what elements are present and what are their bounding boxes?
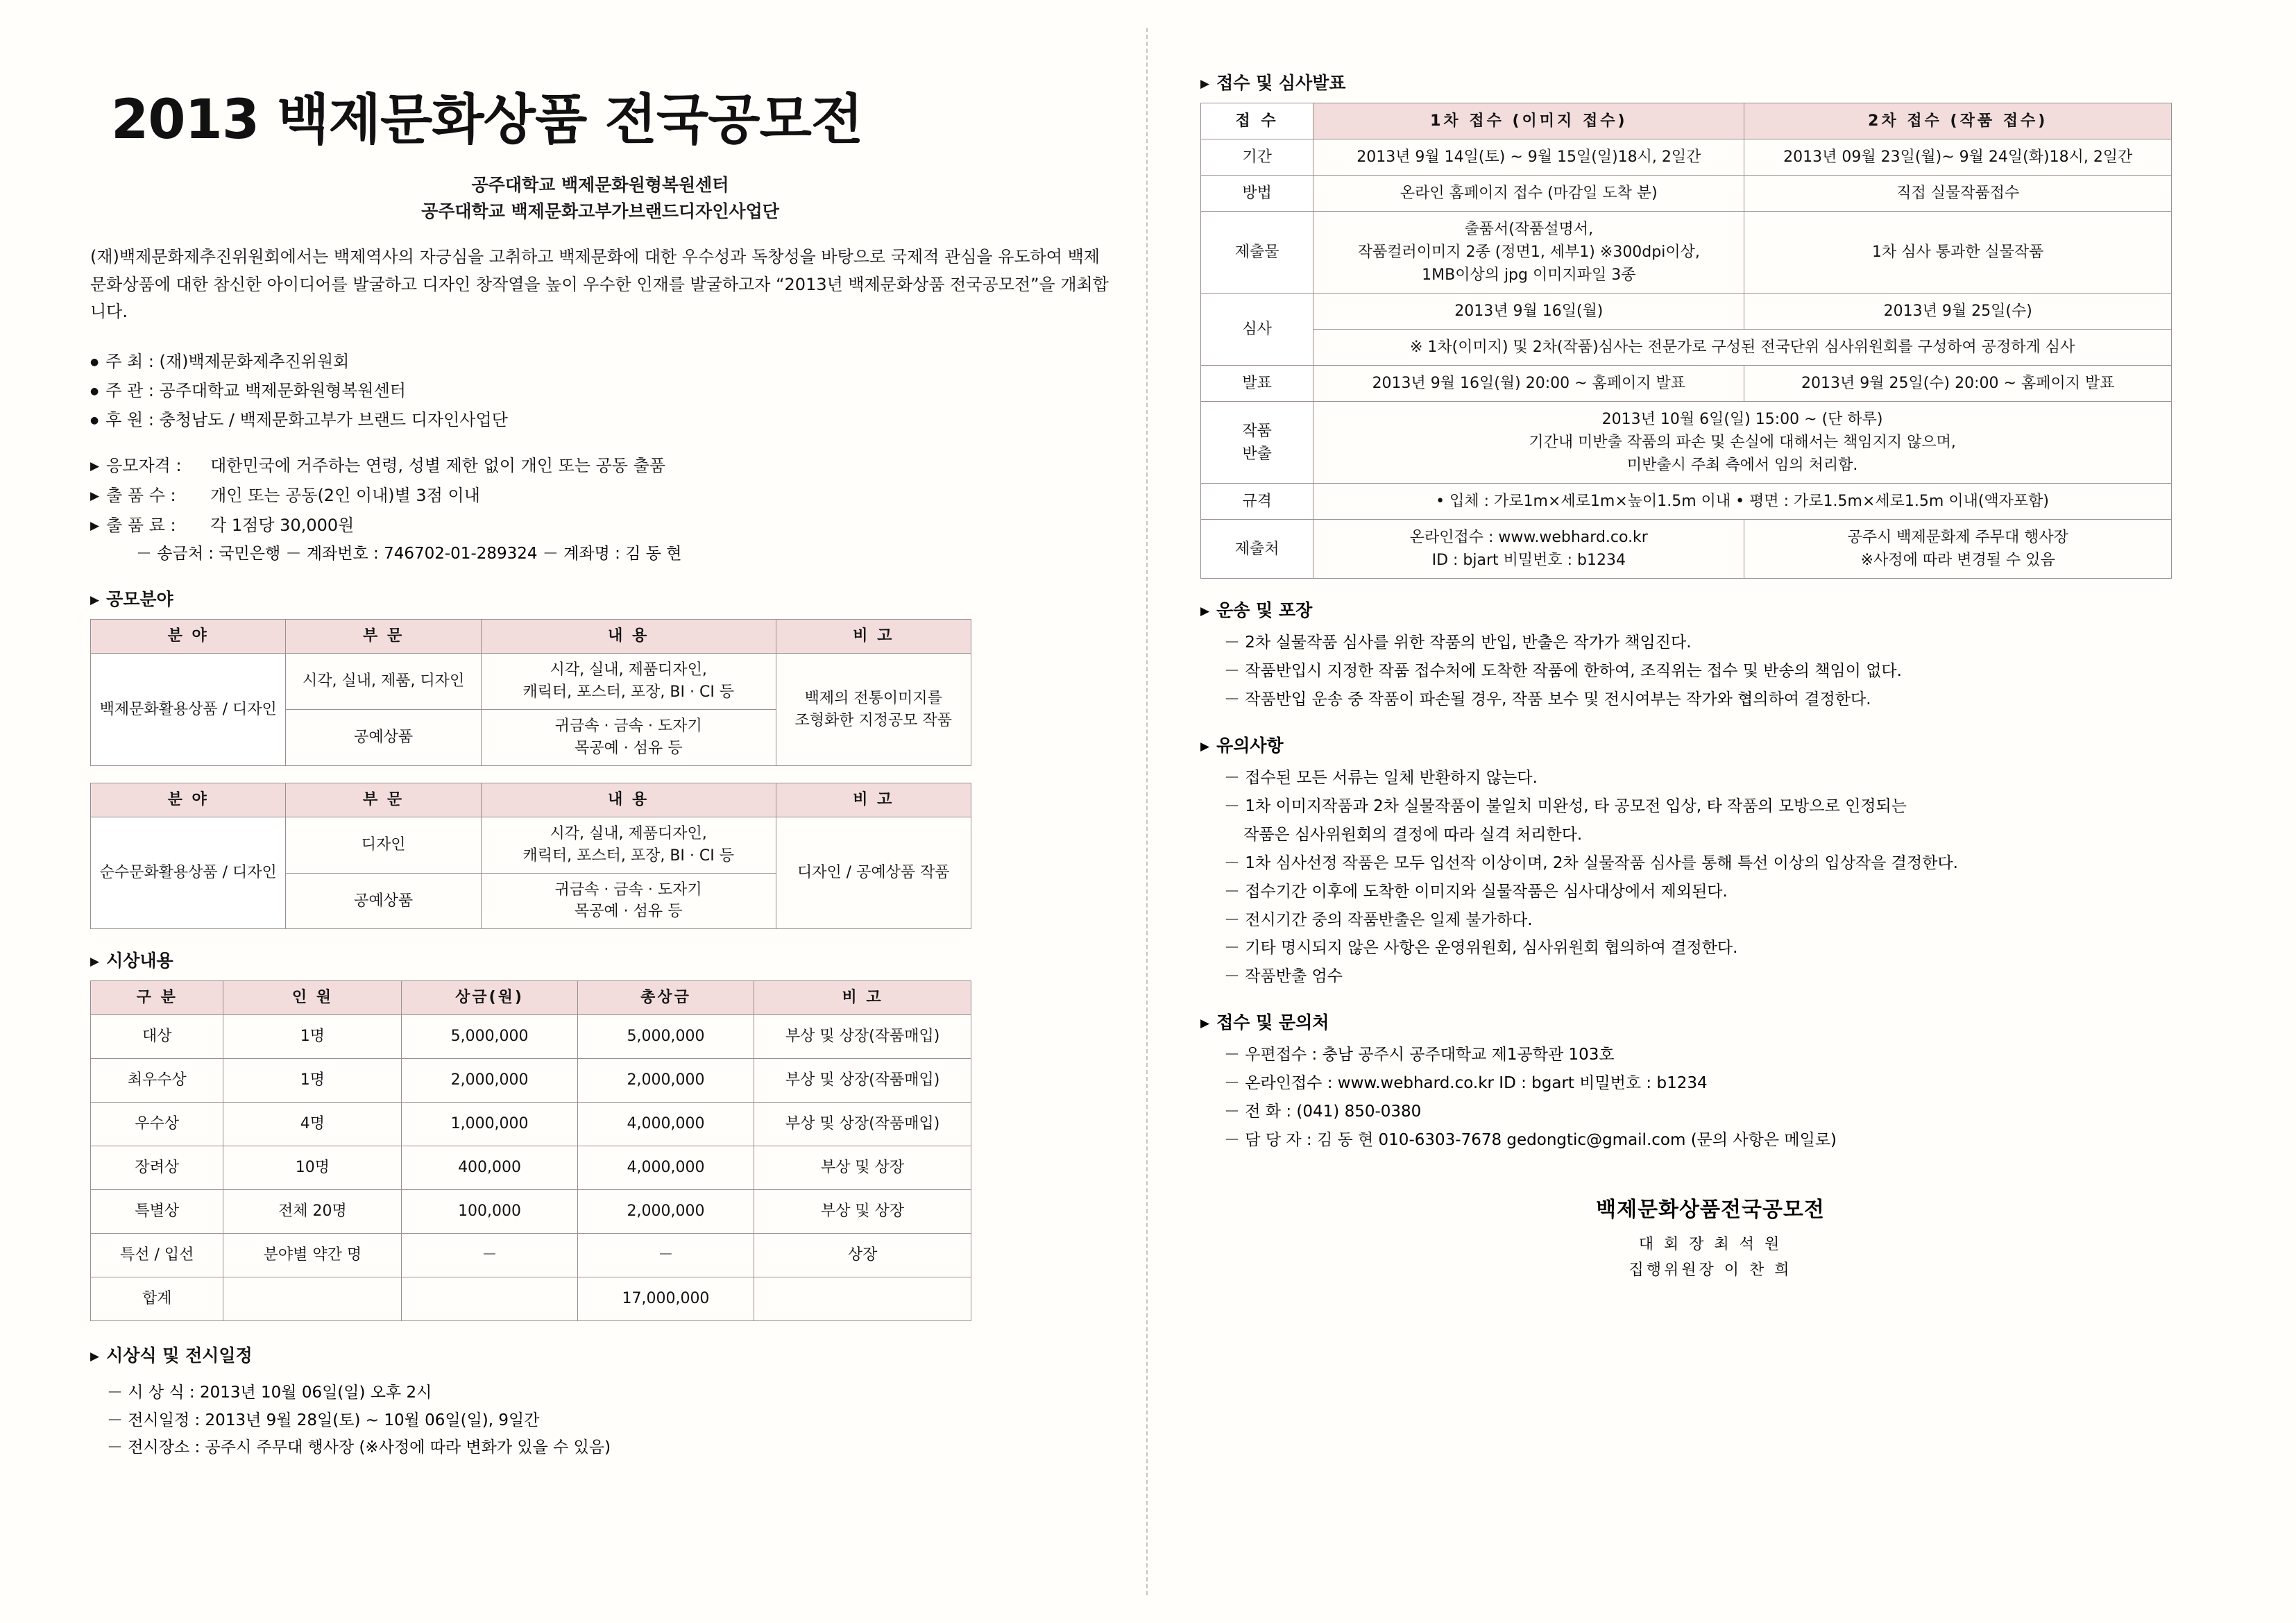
cell-count: 1명 (223, 1015, 402, 1059)
host-label: 주 관 : 공주대학교 백제문화원형복원센터 (105, 380, 406, 400)
right-column (1110, 42, 2220, 1462)
col-division: 부 문 (286, 783, 481, 817)
host-label: 후 원 : 충청남도 / 백제문화고부가 브랜드 디자인사업단 (105, 409, 508, 430)
cell-label: 심사 (1201, 294, 1313, 366)
ceremony-section-label: 시상식 및 전시일정 (106, 1345, 253, 1366)
schedule-section-label: 접수 및 심사발표 (1216, 73, 1346, 93)
cell-remark: 디자인 / 공예상품 작품 (776, 817, 971, 929)
qualification-list (90, 451, 1110, 568)
table-row (91, 1015, 971, 1059)
table-header-row (91, 620, 971, 654)
awards-section-label: 시상내용 (106, 951, 173, 971)
shipping-item: － 작품반입 운송 중 작품이 파손될 경우, 작품 보수 및 전시여부는 작가와 협의하여 결정한다. (1224, 690, 1871, 708)
cell-class: 특별상 (91, 1190, 223, 1234)
ceremony-list (90, 1379, 1110, 1462)
cell-second-round: 공주시 백제문화제 주무대 행사장 ※사정에 따라 변경될 수 있음 (1744, 520, 2172, 579)
cell-content: 귀금속 · 금속 · 도자기 목공예 · 섬유 등 (481, 710, 776, 766)
qualification-value: 각 1점당 30,000원 (210, 516, 355, 536)
category-section-title (90, 586, 1110, 611)
cell-division: 시각, 실내, 제품, 디자인 (286, 654, 482, 710)
host-item (90, 405, 1110, 434)
cell-count: 1명 (223, 1059, 402, 1103)
col-field: 분 야 (91, 620, 286, 654)
cell-label: 방법 (1201, 176, 1313, 212)
cell-count: 4명 (223, 1103, 402, 1146)
table-header-row (91, 981, 971, 1015)
cell-class: 우수상 (91, 1103, 223, 1146)
cell-first-round: 출품서(작품설명서, 작품컬러이미지 2종 (정면1, 세부1) ※300dpi이상, 1MB이상의 jpg 이미지파일 3종 (1313, 212, 1744, 294)
cell-first-round: 2013년 9월 16일(월) 20:00 ~ 홈페이지 발표 (1313, 366, 1744, 402)
col-content: 내 용 (481, 783, 776, 817)
awards-table (90, 980, 971, 1321)
table-row (1201, 330, 2172, 366)
col-prize: 상금(원) (402, 981, 577, 1015)
table-row (91, 1059, 971, 1103)
category-table-1 (90, 619, 971, 765)
table-row (91, 654, 971, 710)
table-row (1201, 294, 2172, 330)
cell-second-round: 2013년 09월 23일(월)~ 9월 24일(화)18시, 2일간 (1744, 139, 2172, 176)
cell-class: 대상 (91, 1015, 223, 1059)
table-row (1201, 212, 2172, 294)
host-list (90, 347, 1110, 434)
notice-item: － 1차 심사선정 작품은 모두 입선작 이상이며, 2차 실물작품 심사를 통해 특선 이상의 입상작을 결정한다. (1224, 853, 1958, 872)
contact-item: － 우편접수 : 충남 공주시 공주대학교 제1공학관 103호 (1224, 1046, 1615, 1064)
organizer-block (90, 172, 1110, 224)
cell-remark: 부상 및 상장 (754, 1190, 971, 1234)
contact-item: － 온라인접수 : www.webhard.co.kr ID : bgart 비밀번호 : b1234 (1224, 1074, 1708, 1093)
cell-label: 기간 (1201, 139, 1313, 176)
table-row (1201, 520, 2172, 579)
organizer-line-2: 공주대학교 백제문화고부가브랜드디자인사업단 (421, 201, 779, 221)
cell-remark: 부상 및 상장 (754, 1146, 971, 1190)
host-label: 주 최 : (재)백제문화제추진위원회 (105, 351, 350, 371)
col-division: 부 문 (286, 620, 482, 654)
schedule-section-title (1200, 69, 2220, 94)
fold-line (1146, 28, 1148, 1595)
col-receipt: 접 수 (1201, 103, 1313, 139)
cell-first-round: 2013년 9월 16일(월) (1313, 294, 1744, 330)
cell-label: 제출처 (1201, 520, 1313, 579)
cell-field: 백제문화활용상품 / 디자인 (91, 654, 286, 766)
footer-person: 집행위원장 이 찬 희 (1629, 1261, 1792, 1280)
shipping-section-title (1200, 597, 2220, 622)
awards-section-title (90, 947, 1110, 972)
poster-columns (49, 42, 2247, 1462)
ceremony-item: － 시 상 식 : 2013년 10월 06일(일) 오후 2시 (107, 1384, 432, 1402)
qualification-item (90, 481, 1110, 511)
category-table-2 (90, 783, 971, 929)
shipping-item: － 2차 실물작품 심사를 위한 작품의 반입, 반출은 작가가 책임진다. (1224, 634, 1692, 652)
organizer-line-1: 공주대학교 백제문화원형복원센터 (471, 175, 729, 195)
cell-content: 시각, 실내, 제품디자인, 캐릭터, 포스터, 포장, BI · CI 등 (481, 654, 776, 710)
table-row (91, 1103, 971, 1146)
fee-account-note: － 송금처 : 국민은행 － 계좌번호 : 746702-01-289324 － 계좌명 : 김 동 현 (136, 545, 682, 563)
footer-person: 대 회 장 최 석 원 (1638, 1236, 1783, 1254)
footer-organization: 백제문화상품전국공모전 (1596, 1198, 1825, 1223)
cell-division: 디자인 (286, 817, 481, 873)
cell-first-round: 온라인 홈페이지 접수 (마감일 도착 분) (1313, 176, 1744, 212)
cell-remark: 부상 및 상장(작품매입) (754, 1059, 971, 1103)
qualification-label: 응모자격 : (106, 455, 182, 475)
cell-division: 공예상품 (286, 873, 481, 929)
cell-return-note: 2013년 10월 6일(일) 15:00 ~ (단 하루) 기간내 미반출 작품의 파손 및 손실에 대해서는 책임지지 않으며, 미반출시 주최 측에서 임의 처리함. (1313, 402, 2172, 484)
left-column (49, 42, 1110, 1462)
table-header-row (91, 783, 971, 817)
table-row (91, 1277, 971, 1321)
table-row (91, 817, 971, 873)
contact-section (1200, 1009, 2220, 1155)
table-row (91, 1146, 971, 1190)
contact-section-title (1200, 1009, 2220, 1034)
ceremony-item: － 전시일정 : 2013년 9월 28일(토) ~ 10월 06일(일), 9일간 (107, 1411, 540, 1429)
cell-prize (402, 1277, 577, 1321)
notice-item: － 기타 명시되지 않은 사항은 운영위원회, 심사위원회 협의하여 결정한다. (1224, 939, 1738, 958)
cell-count: 분야별 약간 명 (223, 1234, 402, 1277)
cell-first-round: 온라인접수 : www.webhard.co.kr ID : bjart 비밀번호 : b1234 (1313, 520, 1744, 579)
col-count: 인 원 (223, 981, 402, 1015)
table-row (1201, 402, 2172, 484)
contact-item: － 전 화 : (041) 850-0380 (1224, 1103, 1422, 1121)
cell-judging-note: ※ 1차(이미지) 및 2차(작품)심사는 전문가로 구성된 전국단위 심사위원회를 구성하여 공정하게 심사 (1313, 330, 2172, 366)
cell-total: 4,000,000 (577, 1103, 754, 1146)
cell-field: 순수문화활용상품 / 디자인 (91, 817, 286, 929)
qualification-value: 대한민국에 거주하는 연령, 성별 제한 없이 개인 또는 공동 출품 (210, 455, 665, 475)
notice-item: － 접수된 모든 서류는 일체 반환하지 않는다. (1224, 768, 1538, 787)
cell-total: 5,000,000 (577, 1015, 754, 1059)
cell-count: 전체 20명 (223, 1190, 402, 1234)
cell-content: 시각, 실내, 제품디자인, 캐릭터, 포스터, 포장, BI · CI 등 (481, 817, 776, 873)
col-remark: 비 고 (754, 981, 971, 1015)
contact-section-label: 접수 및 문의처 (1216, 1012, 1329, 1033)
cell-prize: 100,000 (402, 1190, 577, 1234)
cell-class: 장려상 (91, 1146, 223, 1190)
qualification-label: 출 품 료 : (106, 516, 176, 536)
cell-label: 작품 반출 (1201, 402, 1313, 484)
notice-item: － 작품반출 엄수 (1224, 967, 1343, 986)
cell-first-round: 2013년 9월 14일(토) ~ 9월 15일(일)18시, 2일간 (1313, 139, 1744, 176)
cell-label: 규격 (1201, 484, 1313, 520)
cell-prize: 400,000 (402, 1146, 577, 1190)
cell-class: 최우수상 (91, 1059, 223, 1103)
cell-second-round: 직접 실물작품접수 (1744, 176, 2172, 212)
qualification-item (90, 451, 1110, 481)
table-row (1201, 366, 2172, 402)
cell-prize: 2,000,000 (402, 1059, 577, 1103)
cell-label: 발표 (1201, 366, 1313, 402)
host-item (90, 347, 1110, 376)
cell-second-round: 1차 심사 통과한 실물작품 (1744, 212, 2172, 294)
table-row (91, 1190, 971, 1234)
cell-count (223, 1277, 402, 1321)
shipping-item: － 작품반입시 지정한 작품 접수처에 도착한 작품에 한하여, 조직위는 접수 및 반송의 책임이 없다. (1224, 661, 1902, 680)
cell-class: 특선 / 입선 (91, 1234, 223, 1277)
notice-item: － 1차 이미지작품과 2차 실물작품이 불일치 미완성, 타 공모전 입상, 타 작품의 모방으로 인정되는 (1224, 797, 1907, 815)
col-second-round: 2차 접수 (작품 접수) (1744, 103, 2172, 139)
cell-remark (754, 1277, 971, 1321)
notice-item: － 전시기간 중의 작품반출은 일제 불가하다. (1224, 910, 1533, 929)
table-header-row (1201, 103, 2172, 139)
cell-remark: 상장 (754, 1234, 971, 1277)
col-remark: 비 고 (776, 620, 971, 654)
col-remark: 비 고 (776, 783, 971, 817)
qualification-label: 출 품 수 : (106, 485, 176, 505)
ceremony-item: － 전시장소 : 공주시 주무대 행사장 (※사정에 따라 변화가 있을 수 있음) (107, 1438, 611, 1457)
table-row (91, 1234, 971, 1277)
schedule-table (1200, 103, 2172, 579)
cell-size-note: • 입체 : 가로1m×세로1m×높이1.5m 이내 • 평면 : 가로1.5m×세로1.5m 이내(액자포함) (1313, 484, 2172, 520)
col-content: 내 용 (481, 620, 776, 654)
cell-remark: 부상 및 상장(작품매입) (754, 1015, 971, 1059)
host-item (90, 376, 1110, 405)
shipping-section-label: 운송 및 포장 (1216, 600, 1313, 620)
cell-total: 4,000,000 (577, 1146, 754, 1190)
cell-second-round: 2013년 9월 25일(수) (1744, 294, 2172, 330)
cell-division: 공예상품 (286, 710, 482, 766)
notice-item-continued: 작품은 심사위원회의 결정에 따라 실격 처리한다. (1243, 825, 1583, 844)
table-row (1201, 139, 2172, 176)
notice-section-label: 유의사항 (1216, 735, 1284, 756)
notice-item: － 접수기간 이후에 도착한 이미지와 실물작품은 심사대상에서 제외된다. (1224, 882, 1728, 901)
cell-total: 2,000,000 (577, 1059, 754, 1103)
cell-content: 귀금속 · 금속 · 도자기 목공예 · 섬유 등 (481, 873, 776, 929)
shipping-section (1200, 597, 2220, 714)
ceremony-section-title (90, 1342, 1110, 1367)
cell-count: 10명 (223, 1146, 402, 1190)
cell-remark: 백제의 전통이미지를 조형화한 지정공모 작품 (776, 654, 971, 766)
cell-prize: 1,000,000 (402, 1103, 577, 1146)
cell-remark: 부상 및 상장(작품매입) (754, 1103, 971, 1146)
col-field: 분 야 (91, 783, 286, 817)
page-title: 2013 백제문화상품 전국공모전 (111, 89, 863, 151)
notice-section-title (1200, 732, 2220, 757)
col-class: 구 분 (91, 981, 223, 1015)
cell-total: 2,000,000 (577, 1190, 754, 1234)
contact-item: － 담 당 자 : 김 동 현 010-6303-7678 gedongtic@gmail.com (문의 사항은 메일로) (1224, 1131, 1837, 1150)
cell-total: － (577, 1234, 754, 1277)
cell-prize: 5,000,000 (402, 1015, 577, 1059)
footer-block (1200, 1192, 2220, 1282)
intro-paragraph: (재)백제문화제추진위원회에서는 백제역사의 자긍심을 고취하고 백제문화에 대한 우수성과 독창성을 바탕으로 국제적 관심을 유도하여 백제문화상품에 대한 참신한 아이디어를 발굴하고 디자인 창작열을 높이 우수한 인재를 발굴하고자 “2013년 백제문화상품 전국공모전”을 개최합니다. (90, 247, 1109, 322)
col-total: 총상금 (577, 981, 754, 1015)
col-first-round: 1차 접수 (이미지 접수) (1313, 103, 1744, 139)
cell-second-round: 2013년 9월 25일(수) 20:00 ~ 홈페이지 발표 (1744, 366, 2172, 402)
qualification-value: 개인 또는 공동(2인 이내)별 3점 이내 (210, 485, 480, 505)
cell-class: 합계 (91, 1277, 223, 1321)
qualification-item (90, 511, 1110, 541)
cell-prize: － (402, 1234, 577, 1277)
table-row (1201, 176, 2172, 212)
table-row (1201, 484, 2172, 520)
notice-section (1200, 732, 2220, 992)
cell-label: 제출물 (1201, 212, 1313, 294)
cell-total: 17,000,000 (577, 1277, 754, 1321)
category-section-label: 공모분야 (106, 589, 173, 610)
